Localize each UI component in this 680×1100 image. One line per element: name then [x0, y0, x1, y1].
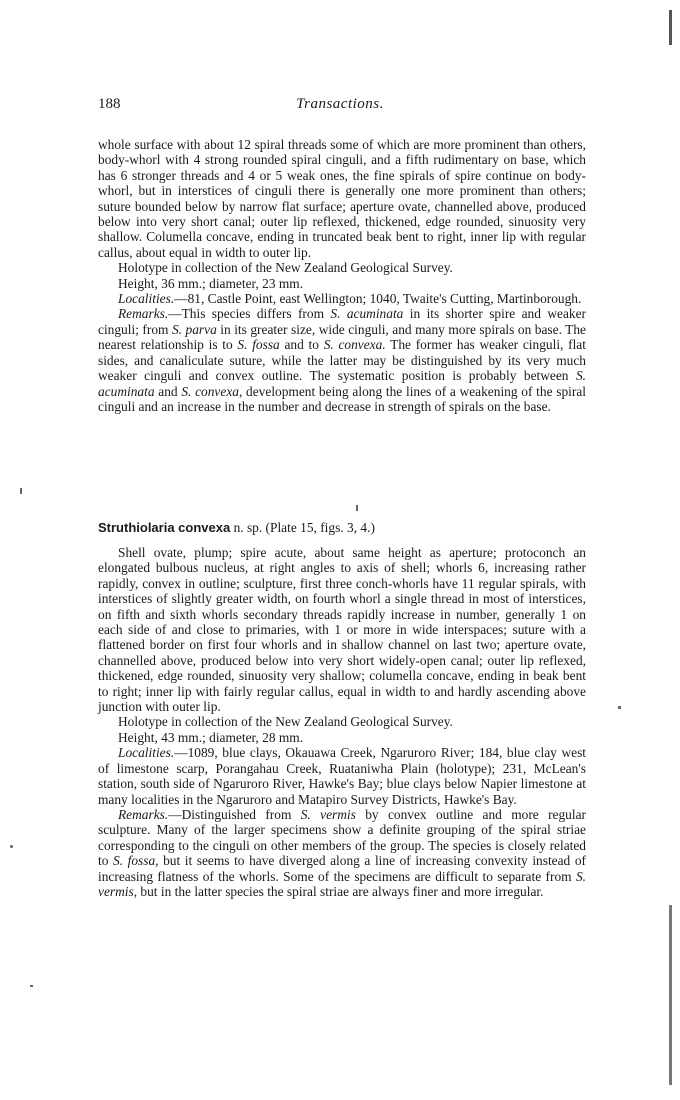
species-heading [98, 520, 375, 536]
localities-paragraph [98, 291, 586, 306]
scan-speck [618, 706, 621, 709]
species-description [98, 545, 586, 899]
remarks-text: —Distinguished from [168, 806, 301, 822]
remarks-text: but in the latter species the spiral striae are always finer and more irregular. [137, 883, 544, 899]
localities-text: —1089, blue clays, Okauawa Creek, Ngaruroro River; 184, blue clay west of limestone scarp, Porangahau Creek, Ruataniwha Plain (holotype); 231, McLean's station, south side of Ngaruroro River, Hawke's Bay; blue clays below Napier limestone at many localities in the Ngaruroro and Matapiro Survey Districts, Hawke's Bay. [98, 745, 586, 807]
remarks-text: in its shorter spire and weaker cinguli; from [98, 306, 586, 337]
scan-edge-mark [669, 905, 672, 1085]
running-head: Transactions. [296, 96, 384, 112]
localities-label: Localities. [118, 745, 175, 761]
species-ref: S. fossa, [113, 853, 159, 869]
remarks-text: by convex outline and more regular sculpture. Many of the larger specimens show a definite grouping of the spiral striae corresponding to the cinguli on other members of the group. The species is closely related to [98, 806, 586, 869]
holotype-line: Holotype in collection of the New Zealand Geological Survey. [118, 260, 453, 276]
localities-text: —81, Castle Point, east Wellington; 1040, Twaite's Cutting, Martinborough. [174, 291, 582, 307]
species-ref: S. vermis [300, 806, 356, 822]
species-ref: S. acuminata [98, 368, 586, 399]
remarks-label: Remarks. [118, 806, 169, 822]
remarks-text: but it seems to have diverged along a line of increasing convexity instead of increasing flatness of the whorls. Some of the specimens are difficult to separate from [98, 853, 586, 884]
scan-speck [30, 985, 33, 987]
species-ref: S. fossa [237, 337, 280, 353]
species-ref: S. acuminata [330, 306, 404, 322]
species-ref: S. convexa, [181, 383, 243, 399]
remarks-paragraph [98, 807, 586, 899]
scan-speck [20, 488, 22, 494]
description-paragraph: whole surface with about 12 spiral threads some of which are more prominent than others, body-whorl with 4 strong rounded spiral cinguli, and a fifth rudimentary on base, which has 6 stronger threads and 4 or 5 weak ones, the fine spirals of spire continue on body-whorl, but in interstices of cinguli there is generally one more prominent than others; suture bounded below by narrow flat surface; aperture ovate, channelled above, produced below into very short canal; outer lip reflexed, thickened, edge rounded, sinuosity very shallow. Columella concave, ending in truncated beak bent to right, inner lip with regular callus, about equal in width to outer lip. [98, 137, 586, 260]
species-plate-ref: n. sp. (Plate 15, figs. 3, 4.) [230, 520, 375, 535]
scan-speck [10, 845, 13, 848]
scan-speck [356, 505, 358, 511]
species-ref: S. convexa. [323, 337, 386, 353]
remarks-paragraph [98, 306, 586, 414]
remarks-text: development being along the lines of a weakening of the spiral cinguli and an increase in the number and decrease in strength of spirals on the base. [98, 383, 586, 414]
remarks-label: Remarks. [118, 306, 169, 322]
remarks-text: The former has weaker cinguli, flat sides, and canaliculate suture, while the latter may be distinguished by its very much weaker cinguli and convex outline. The systematic position is probably between [98, 337, 586, 384]
scan-edge-mark [669, 10, 672, 45]
localities-label: Localities. [118, 291, 175, 307]
description-paragraph: Shell ovate, plump; spire acute, about same height as aperture; protoconch an elongated bulbous nucleus, at right angles to axis of shell; whorls 6, increasing rather rapidly, convex in outline; sculpture, first three conch-whorls have 11 regular spirals, with interstices of slightly greater width, on fourth whorl a single thread in most of interstices, on fifth and sixth whorls secondary threads rapidly increase in number, generally 1 on each side of and close to primaries, with 1 or more in wide interspaces; suture with a flattened border on first four whorls and in shallow channel on last two; aperture ovate, channelled above, produced below into very short widely-open canal; outer lip reflexed, thickened, edge rounded, sinuosity very shallow; columella concave, ending in beak bent to right; inner lip with fairly regular callus, equal in width to and hardly ascending above junction with outer lip. [98, 545, 586, 715]
page-number: 188 [98, 96, 121, 112]
height-line: Height, 43 mm.; diameter, 28 mm. [118, 729, 304, 745]
remarks-text: and [154, 383, 182, 399]
holotype-line: Holotype in collection of the New Zealand Geological Survey. [118, 714, 453, 730]
localities-paragraph [98, 745, 586, 807]
remarks-text: and to [279, 337, 324, 353]
species-ref: S. vermis, [98, 868, 586, 899]
remarks-text: —This species differs from [168, 306, 331, 322]
height-line: Height, 36 mm.; diameter, 23 mm. [118, 275, 304, 291]
remarks-text: in its greater size, wide cinguli, and many more spirals on base. The nearest relationship is to [98, 321, 586, 353]
previous-species-text [98, 137, 586, 414]
species-name: Struthiolaria convexa [98, 520, 231, 535]
species-ref: S. parva [171, 321, 217, 337]
